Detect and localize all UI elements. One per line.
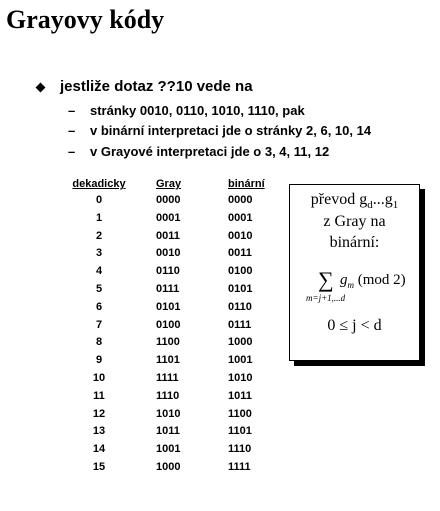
binary-cell: 1110 [228, 443, 252, 456]
sub-point [68, 102, 305, 120]
binary-header: binární [228, 178, 265, 190]
decimal-cell: 1 [95, 211, 103, 224]
gray-cell: 0101 [156, 300, 181, 313]
box-line-1: převod $g_d...g_1$ [310, 191, 399, 212]
binary-cell: 0100 [228, 265, 253, 278]
box-line-3: binární: [329, 234, 380, 251]
sub-point-text: stránky 0010, 0110, 1010, 1110, pak [90, 103, 305, 118]
decimal-cell: 13 [92, 425, 106, 438]
gray-cell: 0110 [156, 265, 180, 278]
sum-formula [290, 269, 419, 303]
box-line-2: z Gray na [323, 213, 386, 230]
sum-term: $g_m$ (mod 2) [340, 272, 406, 290]
gray-cell: 0100 [156, 318, 181, 331]
decimal-cell: 5 [95, 282, 103, 295]
gray-cell: 0010 [156, 247, 181, 260]
binary-cell: 1010 [228, 371, 253, 384]
binary-column [228, 176, 274, 477]
binary-cell: 1011 [228, 389, 252, 402]
decimal-cell: 3 [95, 247, 103, 260]
binary-cell: 1000 [228, 336, 253, 349]
decimal-cell: 4 [95, 265, 103, 278]
gray-cell: 1000 [156, 460, 181, 473]
binary-cell: 0011 [228, 247, 252, 260]
diamond-bullet-icon [36, 83, 46, 93]
decimal-cell: 12 [92, 407, 106, 420]
decimal-cell: 10 [92, 371, 106, 384]
binary-cell: 0101 [228, 282, 253, 295]
decimal-cell: 9 [95, 354, 103, 367]
decimal-cell: 15 [92, 460, 106, 473]
decimal-cell: 14 [92, 443, 106, 456]
binary-cell: 0010 [228, 229, 253, 242]
decimal-cell: 8 [95, 336, 103, 349]
decimal-cell: 0 [95, 194, 103, 206]
gray-column [156, 176, 202, 477]
sub-point-text: v Grayové interpretaci jde o 3, 4, 11, 12 [90, 144, 330, 159]
dash-bullet: – [68, 144, 76, 159]
decimal-cell: 11 [93, 389, 105, 402]
gray-cell: 1100 [156, 336, 180, 349]
decimal-cell: 2 [95, 229, 103, 242]
conversion-box [289, 184, 420, 361]
decimal-column [68, 176, 130, 477]
dash-bullet: – [68, 123, 76, 138]
sub-point-text: v binární interpretaci jde o stránky 2, 6, 10, 14 [90, 123, 372, 138]
decimal-header: dekadicky [72, 178, 126, 190]
gray-cell: 1111 [156, 371, 179, 384]
binary-cell: 0110 [228, 300, 252, 313]
gray-header: Gray [156, 178, 182, 190]
index-condition: 0 ≤ j < d [327, 317, 382, 334]
binary-cell: 1001 [228, 354, 253, 367]
binary-cell: 1100 [228, 407, 252, 420]
binary-cell: 0000 [228, 194, 253, 206]
gray-cell: 1101 [156, 354, 180, 367]
decimal-cell: 6 [95, 300, 103, 313]
gray-cell: 1110 [156, 389, 180, 402]
gray-cell: 0111 [156, 282, 180, 295]
binary-cell: 1101 [228, 425, 252, 438]
sigma-subscript: m=j+1,...d [306, 293, 346, 303]
gray-cell: 1010 [156, 407, 181, 420]
binary-cell: 0111 [228, 318, 252, 331]
gray-cell: 0011 [156, 229, 180, 242]
decimal-cell: 7 [95, 318, 103, 331]
dash-bullet: – [68, 103, 76, 118]
sub-point [68, 122, 371, 140]
gray-cell: 1001 [156, 443, 181, 456]
main-point: jestliže dotaz ??10 vede na [60, 78, 253, 95]
binary-cell: 1111 [228, 460, 251, 473]
gray-cell: 0001 [156, 211, 181, 224]
binary-cell: 0001 [228, 211, 253, 224]
gray-cell: 1011 [156, 425, 180, 438]
slide-title: Grayovy kódy [6, 5, 165, 34]
gray-cell: 0000 [156, 194, 181, 206]
sub-point [68, 143, 329, 161]
sigma-symbol: ∑ [318, 267, 334, 292]
